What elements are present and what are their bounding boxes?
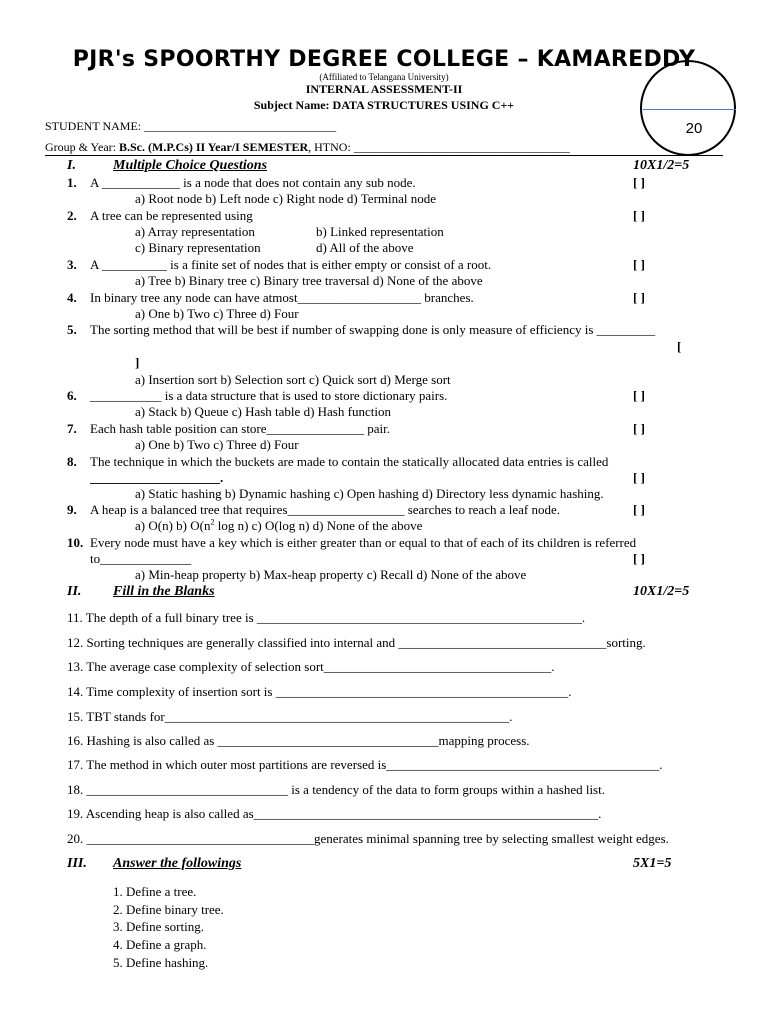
answer-item: 2. Define binary tree. <box>113 902 224 917</box>
q8-number: 8. <box>67 454 77 469</box>
q5-bracket-open: [ <box>677 339 682 354</box>
fill-blank-item: 11. The depth of a full binary tree is __________________________________________________. <box>67 610 586 625</box>
student-name-field: STUDENT NAME: ________________________________ <box>45 119 337 133</box>
exam-title: INTERNAL ASSESSMENT-II <box>305 82 463 96</box>
q8-blank: ____________________. <box>90 470 224 485</box>
college-name: PJR's SPOORTHY DEGREE COLLEGE – KAMAREDDY <box>72 47 696 72</box>
fill-blank-item: 17. The method in which outer most partitions are reversed is__________________________________________. <box>67 757 663 772</box>
q3-bracket: [ ] <box>633 257 645 272</box>
q7-bracket: [ ] <box>633 421 645 436</box>
q5-options: a) Insertion sort b) Selection sort c) Quick sort d) Merge sort <box>135 372 451 387</box>
q9-number: 9. <box>67 502 77 517</box>
score-circle <box>640 60 736 156</box>
section1-marks: 10X1/2=5 <box>633 158 690 173</box>
fill-blank-item: 14. Time complexity of insertion sort is _____________________________________________. <box>67 684 572 699</box>
q7-text: Each hash table position can store_______________ pair. <box>90 421 391 436</box>
q9-bracket: [ ] <box>633 502 645 517</box>
q2-option-a: a) Array representation <box>135 224 255 239</box>
q7-options: a) One b) Two c) Three d) Four <box>135 437 299 452</box>
fill-blank-item: 18. _______________________________ is a tendency of the data to form groups within a hashed list. <box>67 782 605 797</box>
q6-number: 6. <box>67 388 77 403</box>
section2-marks: 10X1/2=5 <box>633 584 690 599</box>
score-value: 20 <box>685 120 703 137</box>
q9-options-part1: a) O(n) b) O(n <box>135 518 211 533</box>
q5-bracket-close: ] <box>135 355 140 370</box>
q2-option-b: b) Linked representation <box>316 224 444 239</box>
section3-title: Answer the followings <box>113 856 242 871</box>
q6-text: ___________ is a data structure that is used to store dictionary pairs. <box>90 388 448 403</box>
answer-item: 5. Define hashing. <box>113 955 209 970</box>
q10-text: Every node must have a key which is either greater than or equal to that of each of its children is referred <box>90 535 637 550</box>
section2-title: Fill in the Blanks <box>113 584 215 599</box>
q1-options: a) Root node b) Left node c) Right node d) Terminal node <box>135 191 437 206</box>
fill-blank-item: 15. TBT stands for_____________________________________________________. <box>67 709 513 724</box>
subject-name: Subject Name: DATA STRUCTURES USING C++ <box>253 98 515 112</box>
fill-blank-item: 19. Ascending heap is also called as_____________________________________________________. <box>67 806 602 821</box>
q9-options <box>135 518 422 534</box>
q9-text: A heap is a balanced tree that requires__________________ searches to reach a leaf node. <box>90 502 560 517</box>
q9-options-part2: log n) c) O(log n) d) None of the above <box>214 518 423 533</box>
q1-text: A ____________ is a node that does not contain any sub node. <box>90 175 416 190</box>
q5-number: 5. <box>67 322 77 337</box>
q1-number: 1. <box>67 175 77 190</box>
q5-text: The sorting method that will be best if number of swapping done is only measure of efficiency is _________ <box>90 322 656 337</box>
q10-text-continued: to______________ <box>90 551 192 566</box>
fill-blank-item: 20. ___________________________________generates minimal spanning tree by selecting smallest weight edges. <box>67 831 669 846</box>
header-rule <box>45 155 723 156</box>
affiliation: (Affiliated to Telangana University) <box>319 72 449 82</box>
q2-option-d: d) All of the above <box>316 240 414 255</box>
q2-number: 2. <box>67 208 77 223</box>
section3-number: III. <box>67 856 87 871</box>
answer-item: 1. Define a tree. <box>113 884 197 899</box>
fill-blank-item: 16. Hashing is also called as __________________________________mapping process. <box>67 733 530 748</box>
q8-options: a) Static hashing b) Dynamic hashing c) Open hashing d) Directory less dynamic hashing. <box>135 486 604 501</box>
q4-options: a) One b) Two c) Three d) Four <box>135 306 299 321</box>
q1-bracket: [ ] <box>633 175 645 190</box>
group-label: Group & Year: <box>45 140 119 154</box>
q3-text: A __________ is a finite set of nodes that is either empty or consist of a root. <box>90 257 492 272</box>
group-year-line <box>45 140 570 155</box>
answer-item: 4. Define a graph. <box>113 937 207 952</box>
htno-field: , HTNO: ____________________________________ <box>308 140 570 154</box>
q9-superscript: 2 <box>210 517 215 527</box>
q2-bracket: [ ] <box>633 208 645 223</box>
q8-text: The technique in which the buckets are made to contain the statically allocated data entries is called <box>90 454 609 469</box>
q10-number: 10. <box>67 535 84 550</box>
q7-number: 7. <box>67 421 77 436</box>
q2-option-c: c) Binary representation <box>135 240 261 255</box>
q4-text: In binary tree any node can have atmost___________________ branches. <box>90 290 474 305</box>
q10-bracket: [ ] <box>633 551 645 566</box>
fill-blank-item: 13. The average case complexity of selection sort___________________________________. <box>67 659 555 674</box>
q4-number: 4. <box>67 290 77 305</box>
q6-bracket: [ ] <box>633 388 645 403</box>
answer-item: 3. Define sorting. <box>113 919 204 934</box>
q3-options: a) Tree b) Binary tree c) Binary tree traversal d) None of the above <box>135 273 483 288</box>
group-value: B.Sc. (M.P.Cs) II Year/I SEMESTER <box>119 140 309 154</box>
section3-marks: 5X1=5 <box>633 856 672 871</box>
section1-title: Multiple Choice Questions <box>113 158 268 173</box>
section1-number: I. <box>67 158 76 173</box>
q2-text: A tree can be represented using <box>90 208 253 223</box>
section2-number: II. <box>67 584 82 599</box>
q8-bracket: [ ] <box>633 470 645 485</box>
fill-blank-item: 12. Sorting techniques are generally classified into internal and ________________________________sorting. <box>67 635 646 650</box>
q3-number: 3. <box>67 257 77 272</box>
q10-options: a) Min-heap property b) Max-heap property c) Recall d) None of the above <box>135 567 527 582</box>
score-divider <box>643 109 736 110</box>
q6-options: a) Stack b) Queue c) Hash table d) Hash function <box>135 404 391 419</box>
q4-bracket: [ ] <box>633 290 645 305</box>
